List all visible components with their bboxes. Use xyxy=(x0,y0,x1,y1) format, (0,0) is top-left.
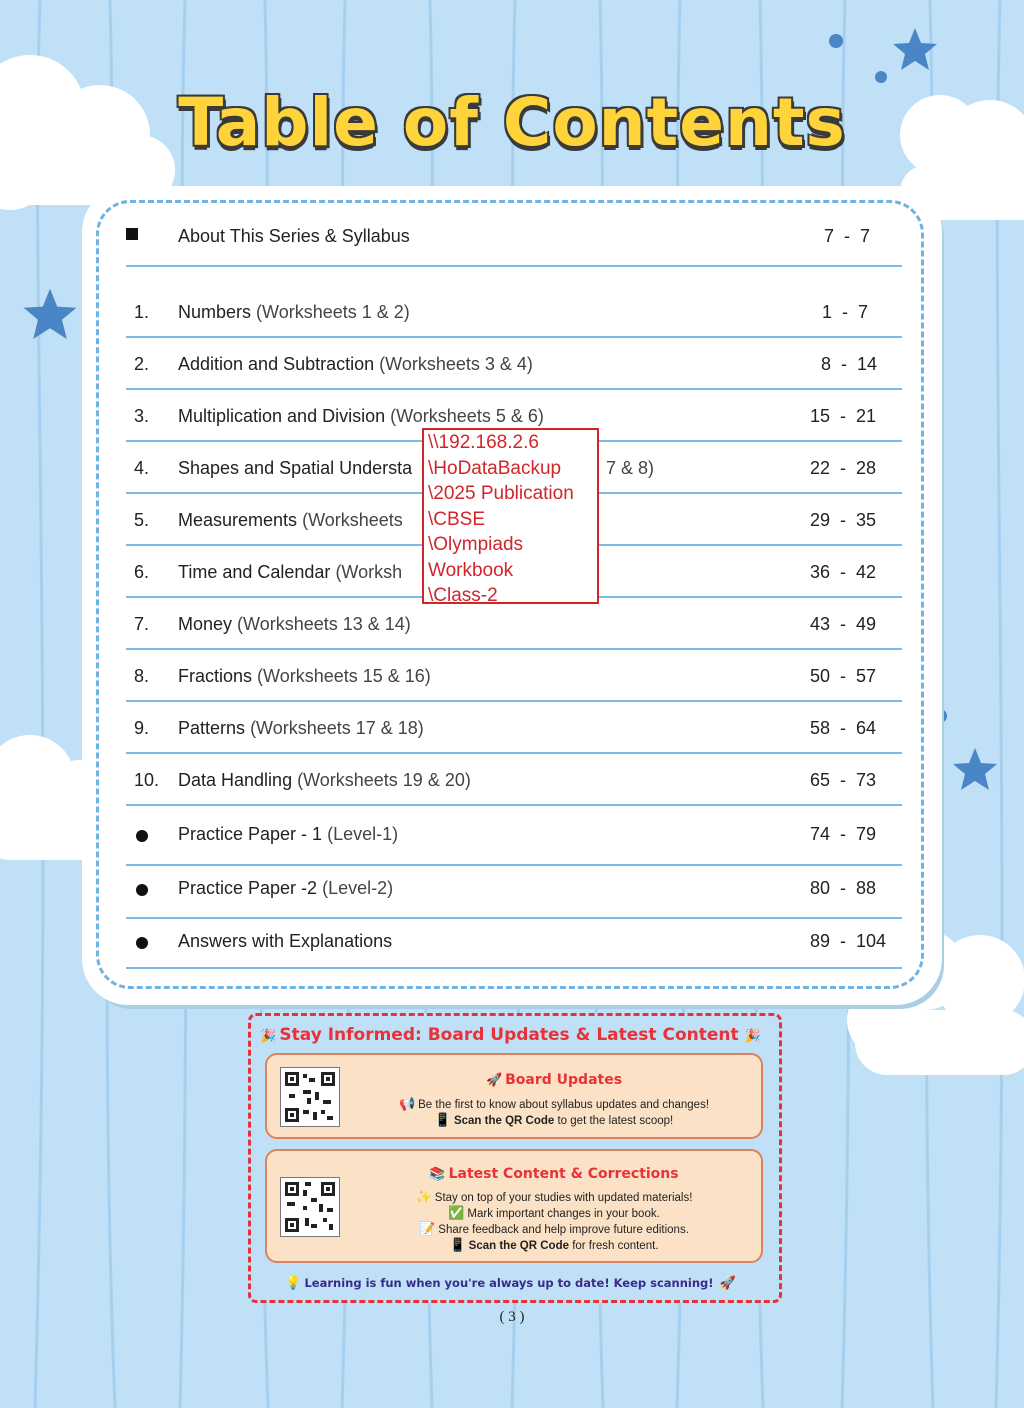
chapter-title: Measurements (Worksheets xyxy=(178,510,403,530)
toc-pages: 1 - 7 xyxy=(822,302,869,322)
toc-row xyxy=(126,342,902,390)
toc-pages: 36 - 42 xyxy=(810,562,877,582)
bullet-icon xyxy=(136,884,148,896)
toc-row xyxy=(126,654,902,702)
toc-pages: 65 - 73 xyxy=(810,770,877,790)
info-footer: 💡 Learning is fun when you're always up to date! Keep scanning! 🚀 xyxy=(285,1276,736,1291)
page-number: ( 3 ) xyxy=(499,1309,525,1325)
page-title: Table of Contents xyxy=(178,84,846,161)
toc-pages: 50 - 57 xyxy=(810,666,877,686)
toc-pages: 58 - 64 xyxy=(810,718,877,738)
toc-pages: 8 - 14 xyxy=(821,354,878,374)
chapter-title: Addition and Subtraction (Worksheets 3 & 4) xyxy=(178,354,533,374)
check-icon: ✅ xyxy=(448,1205,465,1220)
phone-icon: 📱 xyxy=(434,1112,451,1127)
star-icon xyxy=(890,25,940,75)
rocket-icon: 🚀 xyxy=(485,1073,503,1088)
board-updates-line: 📢 Be the first to know about syllabus updates and changes! xyxy=(398,1096,710,1111)
chapter-number: 5. xyxy=(134,510,150,530)
qr-code-latest-content[interactable] xyxy=(280,1177,340,1237)
toc-pages: 80 - 88 xyxy=(810,878,877,898)
latest-content-line: ✅ Mark important changes in your book. xyxy=(448,1205,660,1220)
toc-pages: 43 - 49 xyxy=(810,614,877,634)
extra-title: Answers with Explanations xyxy=(178,931,393,951)
toc-row xyxy=(126,919,902,969)
chapter-title: Data Handling (Worksheets 19 & 20) xyxy=(178,770,471,790)
dot-icon xyxy=(828,33,844,49)
toc-row xyxy=(126,290,902,338)
bullet-icon xyxy=(136,937,148,949)
toc-row xyxy=(126,758,902,806)
dot-icon xyxy=(874,70,888,84)
chapter-number: 1. xyxy=(134,302,150,322)
chapter-number: 7. xyxy=(134,614,150,634)
chapter-number: 3. xyxy=(134,406,150,426)
info-heading: 🎉 Stay Informed: Board Updates & Latest Content 🎉 xyxy=(260,1025,761,1045)
qr-code-board-updates[interactable] xyxy=(280,1067,340,1127)
toc-row xyxy=(126,602,902,650)
memo-icon: 📝 xyxy=(419,1221,436,1236)
party-popper-icon: 🎉 xyxy=(260,1029,277,1044)
chapter-subtitle: 7 & 8) xyxy=(606,458,655,478)
chapter-number: 4. xyxy=(134,458,150,478)
latest-content-line: 📱 Scan the QR Code for fresh content. xyxy=(449,1237,659,1252)
megaphone-icon: 📢 xyxy=(398,1096,416,1111)
toc-label: About This Series & Syllabus xyxy=(178,226,410,246)
chapter-title: Multiplication and Division (Worksheets 5 & 6) xyxy=(178,406,544,426)
bullet-icon xyxy=(136,830,148,842)
toc-row xyxy=(126,812,902,866)
star-icon xyxy=(20,285,80,345)
lightbulb-icon: 💡 xyxy=(285,1276,302,1291)
phone-icon: 📱 xyxy=(449,1237,466,1252)
chapter-number: 8. xyxy=(134,666,150,686)
toc-pages: 22 - 28 xyxy=(810,458,877,478)
board-updates-title: 🚀 Board Updates xyxy=(485,1072,623,1088)
toc-pages: 29 - 35 xyxy=(810,510,877,530)
chapter-title: Shapes and Spatial Understa xyxy=(178,458,413,478)
latest-content-line: ✨ Stay on top of your studies with updated materials! xyxy=(415,1189,693,1204)
extra-title: Practice Paper -2 (Level-2) xyxy=(178,878,394,898)
books-icon: 📚 xyxy=(429,1167,446,1182)
chapter-title: Money (Worksheets 13 & 14) xyxy=(178,614,411,634)
chapter-title: Patterns (Worksheets 17 & 18) xyxy=(178,718,424,738)
sparkles-icon: ✨ xyxy=(415,1189,432,1204)
chapter-title: Numbers (Worksheets 1 & 2) xyxy=(178,302,410,322)
toc-row-intro xyxy=(126,214,902,267)
chapter-title: Fractions (Worksheets 15 & 16) xyxy=(178,666,431,686)
rocket-icon: 🚀 xyxy=(719,1276,736,1291)
toc-pages: 89 - 104 xyxy=(810,931,887,951)
chapter-number: 2. xyxy=(134,354,150,374)
toc-pages: 7 - 7 xyxy=(824,226,871,246)
board-updates-line: 📱 Scan the QR Code to get the latest scoop! xyxy=(434,1112,674,1127)
square-bullet-icon xyxy=(126,228,138,240)
chapter-number: 9. xyxy=(134,718,150,738)
latest-content-line: 📝 Share feedback and help improve future editions. xyxy=(419,1221,689,1236)
toc-row xyxy=(126,706,902,754)
chapter-title: Time and Calendar (Worksh xyxy=(178,562,403,582)
network-path-stamp: \\192.168.2.6 \HoDataBackup \2025 Publication \CBSE \Olympiads Workbook \Class-2 xyxy=(422,428,599,604)
chapter-number: 6. xyxy=(134,562,150,582)
toc-row xyxy=(126,866,902,919)
toc-pages: 15 - 21 xyxy=(810,406,877,426)
party-popper-icon: 🎉 xyxy=(744,1029,761,1044)
extra-title: Practice Paper - 1 (Level-1) xyxy=(178,824,399,844)
toc-pages: 74 - 79 xyxy=(810,824,877,844)
latest-content-title: 📚 Latest Content & Corrections xyxy=(429,1166,679,1182)
chapter-number: 10. xyxy=(134,770,160,790)
star-icon xyxy=(950,745,1000,795)
